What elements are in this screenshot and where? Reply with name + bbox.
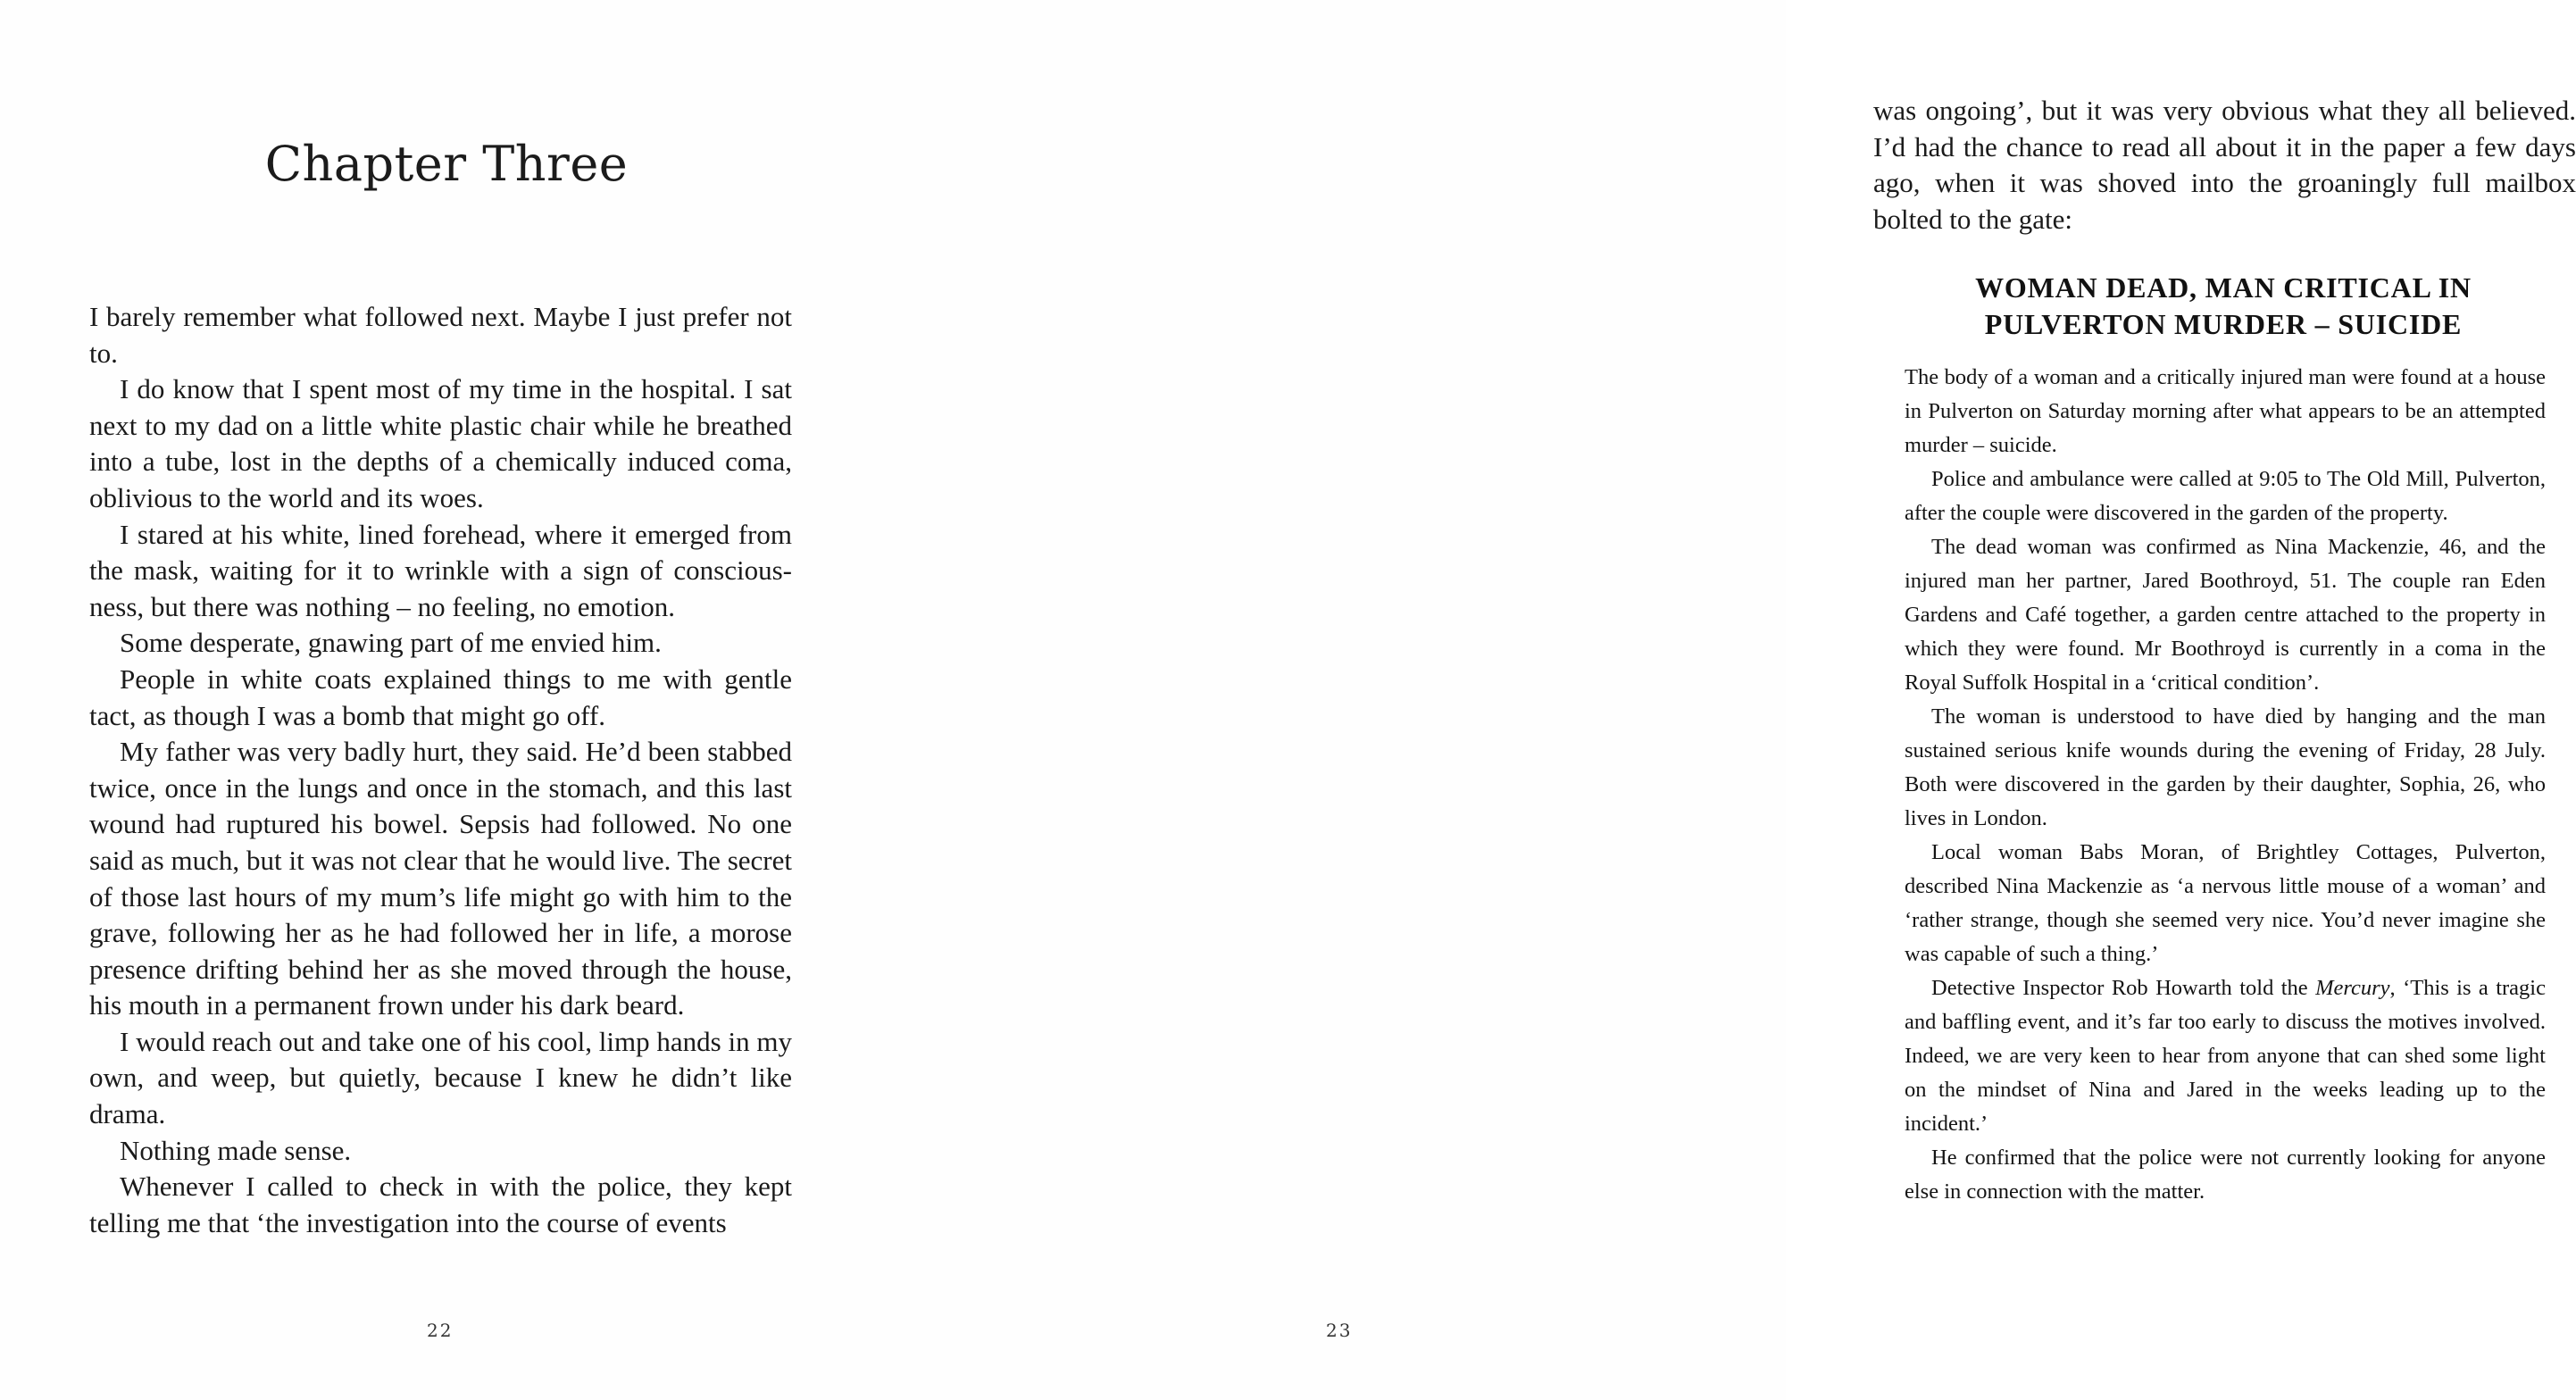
left-page [0, 0, 893, 1400]
right-page [893, 0, 2576, 1400]
paragraph: People in white coats explained things to me with gentle tact, as though I was a bomb that might go off. [89, 662, 792, 731]
paragraph: Some desperate, gnawing part of me envied him. [120, 627, 662, 659]
article-paragraph: He confirmed that the police were not currently looking for anyone else in connection with the matter. [1905, 1146, 2546, 1204]
left-body-text [89, 299, 792, 1241]
newspaper-name: Mercury [2315, 976, 2390, 1000]
paragraph: Nothing made sense. [120, 1134, 352, 1166]
article-paragraph: The dead woman was confirmed as Nina Mackenzie, 46, and the injured man her partner, Jared Boothroyd, 51. The couple ran Eden Gardens and Café together, a garden centre attached to the property in which they were found. Mr Boothroyd is currently in a coma in the Royal Suffolk Hospital in a ‘critical condition’. [1905, 535, 2546, 695]
paragraph: I do know that I spent most of my time in the hospital. I sat next to my dad on a little white plastic chair while he breathed into a tube, lost in the depths of a chemically induced coma, oblivious to the world and its woes. [89, 373, 792, 513]
page-number: 22 [427, 1320, 454, 1341]
article-paragraph: Police and ambulance were called at 9:05 to The Old Mill, Pulverton, after the couple were discovered in the garden of the property. [1905, 467, 2546, 525]
article-paragraph [1905, 971, 2546, 1141]
paragraph: I stared at his white, lined forehead, where it emerged from the mask, waiting for it to wrinkle with a sign of consciousness, but there was nothing – no feeling, no emotion. [89, 518, 792, 622]
chapter-title: Chapter Three [264, 136, 629, 192]
page-number: 23 [1326, 1320, 1353, 1341]
paragraph: I would reach out and take one of his cool, limp hands in my own, and weep, but quietly, because I knew he didn’t like drama. [89, 1025, 792, 1130]
paragraph: My father was very badly hurt, they said. He’d been stabbed twice, once in the lungs and once in the stomach, and this last wound had ruptured his bowel. Sepsis had followed. No one said as much, but it was not clear that he would live. The secret of those last hours of my mum’s life might go with him to the grave, following her as he had followed her in life, a morose presence drifting behind her as she moved through the house, his mouth in a permanent frown under his dark beard. [89, 736, 792, 1021]
article-paragraph: Local woman Babs Moran, of Brightley Cottages, Pulverton, described Nina Mackenzie as ‘a nervous little mouse of a woman’ and ‘rather strange, though she seemed very nice. You’d never imagine she was capable of such a thing.’ [1905, 840, 2546, 966]
text-run: Detective Inspector Rob Howarth told the [1931, 976, 2316, 1000]
paragraph: Whenever I called to check in with the police, they kept telling me that ‘the investigation into the course of events [89, 1171, 792, 1238]
article-paragraph: The body of a woman and a critically injured man were found at a house in Pulverton on Saturday morning after what appears to be an attempted murder – suicide. [1905, 365, 2546, 457]
newspaper-headline: WOMAN DEAD, MAN CRITICAL IN PULVERTON MURDER – SUICIDE [1975, 271, 2472, 340]
text-run: , ‘This is a tragic and baffling event, and it’s far too early to discuss the motives involved. Indeed, we are very keen to hear from anyone that can shed some light on the mindset of Nina and Jared in the weeks leading up to the incident.’ [1905, 976, 2546, 1136]
newspaper-article [1905, 361, 2546, 1209]
article-paragraph: The woman is understood to have died by hanging and the man sustained serious knife wounds during the evening of Friday, 28 July. Both were discovered in the garden by their daughter, Sophia, 26, who lives in London. [1905, 704, 2546, 830]
paragraph: was ongoing’, but it was very obvious what they all believed. I’d had the chance to read all about it in the paper a few days ago, when it was shoved into the groaningly full mailbox bolted to the gate: [1873, 95, 2576, 235]
right-body-text [1873, 93, 2576, 238]
paragraph: I barely remember what followed next. Maybe I just prefer not to. [89, 301, 792, 369]
